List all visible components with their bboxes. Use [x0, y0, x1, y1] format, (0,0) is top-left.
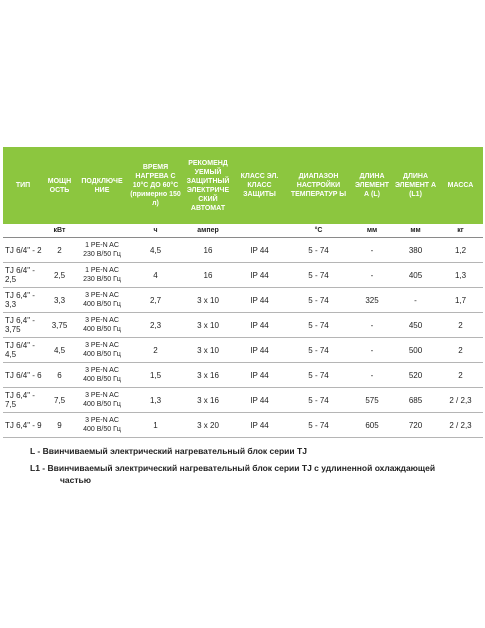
connection-line: 1 PE-N AC — [85, 242, 119, 249]
cell-length-l1: 405 — [393, 263, 438, 288]
cell-model: TJ 6,4" - 3,3 — [3, 288, 43, 313]
cell-temp-range: 5 - 74 — [286, 413, 351, 438]
cell-heating-time: 1,5 — [128, 363, 183, 388]
connection-line: 3 PE-N AC — [85, 292, 119, 299]
cell-temp-range: 5 - 74 — [286, 338, 351, 363]
cell-power: 9 — [43, 413, 76, 438]
header-row — [3, 147, 483, 224]
cell-connection — [76, 313, 128, 338]
specs-table — [3, 147, 483, 438]
cell-model: TJ 6,4" - 3,75 — [3, 313, 43, 338]
unit-cell: кг — [438, 224, 483, 238]
cell-breaker: 3 x 10 — [183, 338, 233, 363]
units-row — [3, 224, 483, 238]
unit-cell: ампер — [183, 224, 233, 238]
unit-cell: кВт — [43, 224, 76, 238]
cell-protection: IP 44 — [233, 313, 286, 338]
unit-cell: ч — [128, 224, 183, 238]
cell-power: 3,75 — [43, 313, 76, 338]
cell-power: 4,5 — [43, 338, 76, 363]
header-connection: ПОДКЛЮЧЕ НИЕ — [76, 147, 128, 224]
cell-length-l: - — [351, 238, 393, 263]
cell-connection — [76, 363, 128, 388]
note-l — [30, 445, 470, 457]
cell-connection — [76, 238, 128, 263]
cell-heating-time: 4 — [128, 263, 183, 288]
connection-line: 3 PE-N AC — [85, 342, 119, 349]
cell-heating-time: 2 — [128, 338, 183, 363]
connection-line: 400 В/50 Гц — [83, 401, 121, 408]
connection-line: 230 В/50 Гц — [83, 251, 121, 258]
unit-cell: мм — [393, 224, 438, 238]
cell-breaker: 16 — [183, 263, 233, 288]
note-text: - Ввинчиваемый электрический нагревательный блок серии TJ с удлиненной охлаждающей — [39, 463, 436, 473]
cell-temp-range: 5 - 74 — [286, 238, 351, 263]
table-row — [3, 388, 483, 413]
connection-line: 3 PE-N AC — [85, 317, 119, 324]
cell-length-l: 605 — [351, 413, 393, 438]
table-row — [3, 313, 483, 338]
header-mass: МАССА — [438, 147, 483, 224]
cell-length-l: - — [351, 313, 393, 338]
cell-model: TJ 6/4" - 6 — [3, 363, 43, 388]
cell-model: TJ 6/4" - 4,5 — [3, 338, 43, 363]
cell-model: TJ 6,4" - 7,5 — [3, 388, 43, 413]
cell-mass: 1,2 — [438, 238, 483, 263]
header-type: ТИП — [3, 147, 43, 224]
table-row — [3, 263, 483, 288]
header-breaker: РЕКОМЕНД УЕМЫЙ ЗАЩИТНЫЙ ЭЛЕКТРИЧЕ СКИЙ АВТОМАТ — [183, 147, 233, 224]
cell-length-l: 575 — [351, 388, 393, 413]
cell-power: 7,5 — [43, 388, 76, 413]
cell-connection — [76, 338, 128, 363]
cell-mass: 1,7 — [438, 288, 483, 313]
cell-heating-time: 1 — [128, 413, 183, 438]
cell-temp-range: 5 - 74 — [286, 388, 351, 413]
cell-mass: 1,3 — [438, 263, 483, 288]
cell-temp-range: 5 - 74 — [286, 363, 351, 388]
cell-breaker: 3 x 16 — [183, 388, 233, 413]
cell-model: TJ 6,4" - 9 — [3, 413, 43, 438]
table-row — [3, 338, 483, 363]
footnotes — [30, 445, 470, 491]
note-text: - Ввинчиваемый электрический нагревательный блок серии TJ — [35, 446, 307, 456]
cell-protection: IP 44 — [233, 288, 286, 313]
cell-heating-time: 4,5 — [128, 238, 183, 263]
header-length-l: ДЛИНА ЭЛЕМЕНТ А (L) — [351, 147, 393, 224]
header-power: МОЩН ОСТЬ — [43, 147, 76, 224]
cell-model: TJ 6/4" - 2 — [3, 238, 43, 263]
cell-length-l1: - — [393, 288, 438, 313]
note-key: L1 — [30, 463, 40, 473]
cell-mass: 2 / 2,3 — [438, 413, 483, 438]
cell-protection: IP 44 — [233, 363, 286, 388]
note-text-continued: частью — [60, 475, 92, 485]
cell-power: 2 — [43, 238, 76, 263]
cell-temp-range: 5 - 74 — [286, 288, 351, 313]
cell-temp-range: 5 - 74 — [286, 263, 351, 288]
connection-line: 400 В/50 Гц — [83, 376, 121, 383]
cell-mass: 2 — [438, 338, 483, 363]
unit-cell: мм — [351, 224, 393, 238]
cell-length-l: - — [351, 338, 393, 363]
cell-protection: IP 44 — [233, 413, 286, 438]
connection-line: 400 В/50 Гц — [83, 301, 121, 308]
cell-mass: 2 — [438, 313, 483, 338]
cell-length-l1: 720 — [393, 413, 438, 438]
cell-breaker: 3 x 20 — [183, 413, 233, 438]
connection-line: 400 В/50 Гц — [83, 326, 121, 333]
cell-length-l1: 685 — [393, 388, 438, 413]
cell-length-l: 325 — [351, 288, 393, 313]
cell-length-l: - — [351, 363, 393, 388]
table-row — [3, 413, 483, 438]
table-row — [3, 363, 483, 388]
cell-breaker: 3 x 16 — [183, 363, 233, 388]
cell-heating-time: 2,3 — [128, 313, 183, 338]
cell-breaker: 3 x 10 — [183, 288, 233, 313]
cell-protection: IP 44 — [233, 263, 286, 288]
table-row — [3, 238, 483, 263]
connection-line: 400 В/50 Гц — [83, 351, 121, 358]
connection-line: 3 PE-N AC — [85, 367, 119, 374]
header-heating-time: ВРЕМЯ НАГРЕВА С 10°С ДО 60°С (примерно 150 л) — [128, 147, 183, 224]
cell-breaker: 16 — [183, 238, 233, 263]
unit-cell — [233, 224, 286, 238]
connection-line: 1 PE-N AC — [85, 267, 119, 274]
cell-connection — [76, 263, 128, 288]
cell-connection — [76, 288, 128, 313]
note-l1 — [30, 462, 470, 486]
cell-length-l1: 520 — [393, 363, 438, 388]
unit-cell: °С — [286, 224, 351, 238]
connection-line: 400 В/50 Гц — [83, 426, 121, 433]
connection-line: 3 PE-N AC — [85, 392, 119, 399]
unit-cell — [3, 224, 43, 238]
cell-power: 2,5 — [43, 263, 76, 288]
cell-connection — [76, 388, 128, 413]
header-length-l1: ДЛИНА ЭЛЕМЕНТ А (L1) — [393, 147, 438, 224]
cell-protection: IP 44 — [233, 338, 286, 363]
cell-length-l1: 500 — [393, 338, 438, 363]
cell-length-l: - — [351, 263, 393, 288]
header-protection: КЛАСС ЭЛ. КЛАСС ЗАЩИТЫ — [233, 147, 286, 224]
cell-model: TJ 6/4" - 2,5 — [3, 263, 43, 288]
cell-connection — [76, 413, 128, 438]
cell-length-l1: 450 — [393, 313, 438, 338]
cell-mass: 2 — [438, 363, 483, 388]
connection-line: 230 В/50 Гц — [83, 276, 121, 283]
cell-heating-time: 2,7 — [128, 288, 183, 313]
connection-line: 3 PE-N AC — [85, 417, 119, 424]
cell-power: 3,3 — [43, 288, 76, 313]
cell-mass: 2 / 2,3 — [438, 388, 483, 413]
cell-power: 6 — [43, 363, 76, 388]
cell-breaker: 3 x 10 — [183, 313, 233, 338]
header-temp-range: ДИАПАЗОН НАСТРОЙКИ ТЕМПЕРАТУР Ы — [286, 147, 351, 224]
cell-protection: IP 44 — [233, 388, 286, 413]
cell-protection: IP 44 — [233, 238, 286, 263]
cell-temp-range: 5 - 74 — [286, 313, 351, 338]
note-key: L — [30, 446, 36, 456]
unit-cell — [76, 224, 128, 238]
cell-length-l1: 380 — [393, 238, 438, 263]
cell-heating-time: 1,3 — [128, 388, 183, 413]
table-row — [3, 288, 483, 313]
